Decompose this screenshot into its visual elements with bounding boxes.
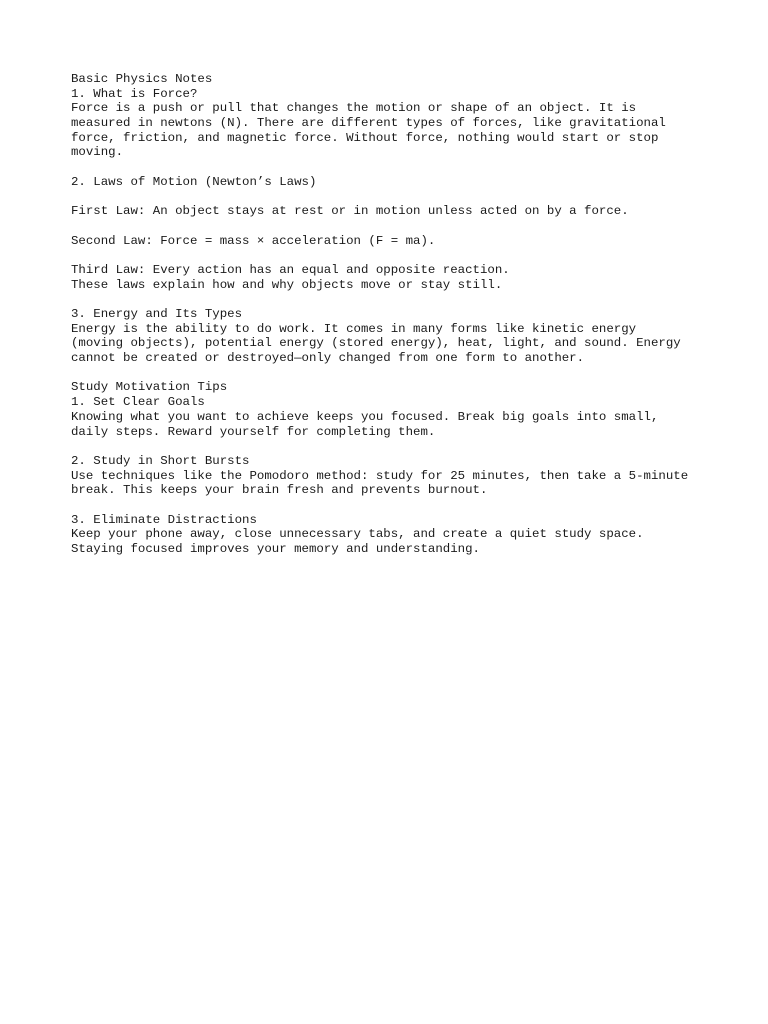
blank-line: [71, 190, 751, 205]
paragraph-line: Keep your phone away, close unnecessary tabs, and create a quiet study space.: [71, 527, 644, 542]
paragraph-line: Energy is the ability to do work. It comes in many forms like kinetic energy: [71, 321, 637, 336]
paragraph-line: force, friction, and magnetic force. Without force, nothing would start or stop: [71, 130, 659, 145]
blank-line: [71, 498, 751, 513]
section-heading-energy: 3. Energy and Its Types: [71, 307, 243, 321]
paragraph-line: These laws explain how and why objects move or stay still.: [71, 277, 503, 292]
section-heading-distractions: 3. Eliminate Distractions: [71, 512, 257, 527]
paragraph-line: Knowing what you want to achieve keeps you focused. Break big goals into small,: [71, 409, 659, 424]
document-page: [71, 72, 751, 557]
paragraph-line: Staying focused improves your memory and understanding.: [71, 542, 480, 556]
section-heading-force: 1. What is Force?: [71, 86, 198, 101]
document-title: Basic Physics Notes: [71, 72, 213, 86]
section-title-motivation: Study Motivation Tips: [71, 380, 228, 395]
paragraph-line: break. This keeps your brain fresh and prevents burnout.: [71, 483, 488, 498]
paragraph-line: moving.: [71, 145, 124, 160]
blank-line: [71, 160, 751, 175]
section-heading-goals: 1. Set Clear Goals: [71, 395, 205, 410]
blank-line: [71, 292, 751, 307]
section-heading-laws: 2. Laws of Motion (Newton’s Laws): [71, 174, 317, 189]
second-law-line: Second Law: Force = mass × acceleration (F = ma).: [71, 233, 436, 248]
paragraph-line: Force is a push or pull that changes the motion or shape of an object. It is: [71, 101, 637, 116]
blank-line: [71, 248, 751, 263]
paragraph-line: measured in newtons (N). There are different types of forces, like gravitational: [71, 116, 666, 131]
blank-line: [71, 219, 751, 234]
paragraph-line: daily steps. Reward yourself for completing them.: [71, 424, 436, 439]
blank-line: [71, 366, 751, 381]
first-law-line: First Law: An object stays at rest or in motion unless acted on by a force.: [71, 204, 629, 219]
section-heading-bursts: 2. Study in Short Bursts: [71, 453, 250, 468]
third-law-line: Third Law: Every action has an equal and opposite reaction.: [71, 262, 510, 277]
paragraph-line: cannot be created or destroyed—only changed from one form to another.: [71, 351, 585, 366]
paragraph-line: (moving objects), potential energy (stored energy), heat, light, and sound. Energy: [71, 336, 681, 351]
blank-line: [71, 439, 751, 454]
paragraph-line: Use techniques like the Pomodoro method: study for 25 minutes, then take a 5-minute: [71, 468, 689, 483]
